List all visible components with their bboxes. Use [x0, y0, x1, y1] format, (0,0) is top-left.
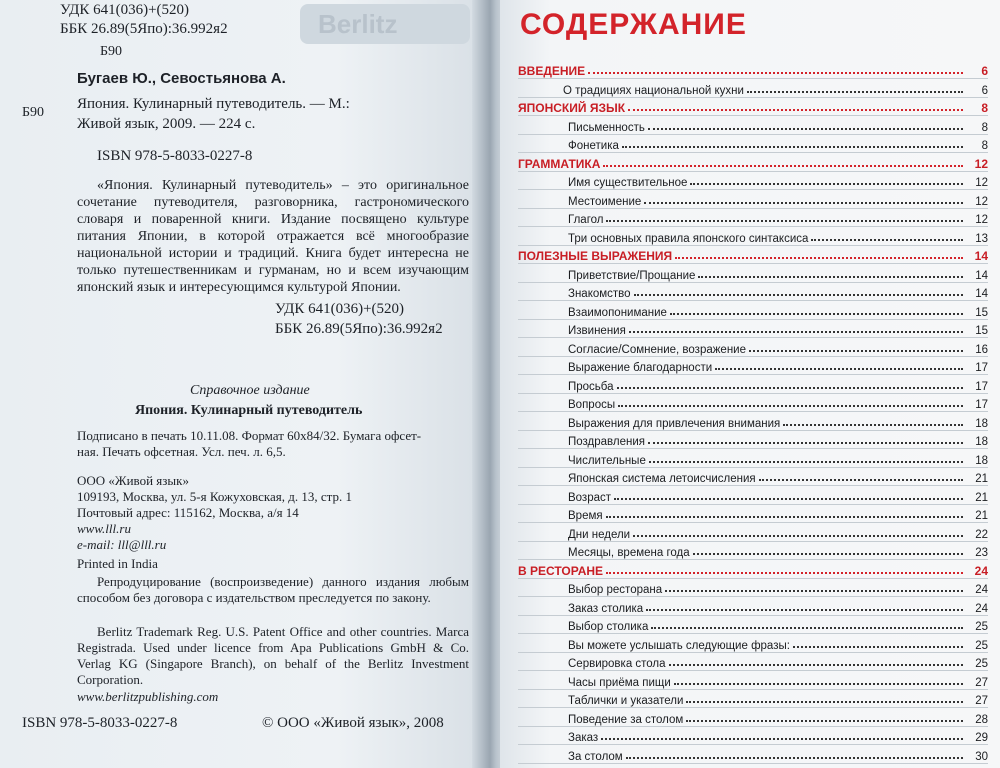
toc-page-number: 8 [981, 140, 988, 152]
toc-item-label: Часы приёма пищи [568, 676, 671, 689]
toc-page-number: 22 [975, 528, 988, 541]
toc-item[interactable] [518, 726, 988, 744]
toc-page-number: 30 [975, 750, 988, 763]
toc-item[interactable] [518, 301, 988, 319]
udk-code: УДК 641(036)+(520) [60, 2, 190, 18]
toc-page-number: 25 [975, 621, 988, 633]
toc-item-label: О традициях национальной кухни [563, 84, 744, 97]
toc-item-label: ГРАММАТИКА [518, 156, 601, 171]
toc-item[interactable] [518, 412, 988, 430]
toc-item-label: Взаимопонимание [568, 306, 667, 319]
toc-leader-dots [618, 405, 963, 407]
toc-item-label: Возраст [568, 491, 612, 504]
toc-item-label: Вопросы [568, 399, 616, 411]
toc-item-label: ПОЛЕЗНЫЕ ВЫРАЖЕНИЯ [518, 249, 673, 263]
toc-page-number: 8 [981, 121, 988, 134]
toc-page-number: 17 [975, 399, 988, 411]
reference-label: Справочное издание [190, 383, 310, 398]
toc-item-label: Просьба [568, 380, 614, 393]
toc-item-label: Согласие/Сомнение, возражение [568, 343, 746, 356]
toc-page-number: 18 [975, 454, 988, 467]
toc-leader-dots [811, 239, 963, 241]
toc-leader-dots [651, 627, 963, 629]
toc-item[interactable] [518, 208, 988, 226]
toc-item[interactable] [518, 486, 988, 504]
toc-leader-dots [649, 461, 963, 463]
toc-leader-dots [759, 479, 963, 481]
address: 109193, Москва, ул. 5-я Кожуховская, д. 13, стр. 1 [77, 489, 352, 504]
footer-copyright: © ООО «Живой язык», 2008 [262, 715, 444, 731]
toc-row-rule [518, 763, 988, 764]
toc-page-number: 24 [974, 563, 988, 578]
toc-page-number: 17 [975, 362, 988, 374]
toc-item[interactable] [518, 504, 988, 522]
toc-leader-dots [622, 146, 963, 148]
toc-leader-dots [644, 202, 963, 204]
toc-item-label: Знакомство [568, 288, 631, 300]
toc-item[interactable] [518, 467, 988, 485]
toc-leader-dots [606, 220, 963, 222]
toc-item-label: Таблички и указатели [568, 695, 684, 707]
toc-item[interactable] [518, 282, 988, 300]
toc-leader-dots [686, 701, 963, 703]
toc-page-number: 21 [975, 491, 988, 504]
bbk-code: ББК 26.89(5Япо):36.992я2 [60, 21, 228, 37]
description: «Япония. Кулинарный путеводитель» – это оригинальное сочетание путеводителя, разговорника, гастрономического словаря и поваренной книги. Издание посвящено культуре питания Японии, в которой отражается всё многообразие национальной истории и традиций. Книга будет интересна не только путешественникам и гурманам, но и всем изучающим японский язык и интересующимся культурой Японии. [77, 178, 469, 295]
toc-item-label: Японская система летоисчисления [568, 473, 756, 485]
toc-leader-dots [715, 368, 963, 370]
toc-page-number: 24 [975, 584, 988, 596]
toc-page-number: 21 [975, 473, 988, 485]
toc-item-label: Месяцы, времена года [568, 547, 690, 559]
toc-item[interactable] [518, 615, 988, 633]
toc-page-number: 12 [975, 214, 988, 226]
toc-section[interactable] [518, 245, 988, 263]
toc-leader-dots [628, 109, 963, 111]
toc-item[interactable] [518, 597, 988, 615]
toc-leader-dots [646, 609, 963, 611]
toc-item-label: Поздравления [568, 436, 646, 448]
toc-leader-dots [634, 294, 963, 296]
toc-leader-dots [606, 516, 963, 518]
toc-item-label: Поведение за столом [568, 713, 684, 726]
toc-item-label: Заказ столика [568, 602, 644, 615]
toc-item-label: Три основных правила японского синтаксиса [568, 232, 809, 245]
toc-leader-dots [601, 738, 963, 740]
toc-leader-dots [674, 683, 963, 685]
toc-leader-dots [606, 572, 963, 574]
toc-item-label: Вы можете услышать следующие фразы: [568, 639, 790, 652]
toc-page-number: 12 [975, 195, 988, 208]
toc-item-label: Местоимение [568, 195, 642, 208]
toc-item[interactable] [518, 393, 988, 411]
toc-page-number: 14 [974, 249, 988, 263]
footer-isbn: ISBN 978-5-8033-0227-8 [22, 715, 178, 731]
toc-item-label: Выражения для привлечения внимания [568, 417, 781, 430]
toc-item-label: ЯПОНСКИЙ ЯЗЫК [518, 101, 626, 115]
book-title: Япония. Кулинарный путеводитель [135, 403, 363, 418]
toc-item-label: Приветствие/Прощание [568, 269, 696, 282]
printed-in: Printed in India [77, 556, 158, 571]
print-info-2: ная. Печать офсетная. Усл. печ. л. 6,5. [77, 444, 286, 459]
toc-page-number: 15 [975, 306, 988, 319]
toc-page-number: 23 [975, 547, 988, 559]
toc-leader-dots [670, 313, 963, 315]
toc-page-number: 25 [975, 639, 988, 652]
toc-leader-dots [603, 165, 963, 167]
toc-leader-dots [783, 424, 963, 426]
toc-section[interactable] [518, 560, 988, 578]
toc-item[interactable] [518, 375, 988, 393]
toc-item[interactable] [518, 689, 988, 707]
toc-section[interactable] [518, 153, 988, 171]
toc-item[interactable] [518, 190, 988, 208]
postal-address: Почтовый адрес: 115162, Москва, а/я 14 [77, 505, 299, 520]
toc-page-number: 28 [975, 713, 988, 726]
toc-leader-dots [698, 276, 963, 278]
toc-item[interactable] [518, 523, 988, 541]
toc-page-number: 18 [975, 417, 988, 430]
toc-leader-dots [633, 535, 963, 537]
left-page [0, 0, 480, 768]
toc-leader-dots [747, 91, 963, 93]
bbk-code-2: ББК 26.89(5Япо):36.992я2 [275, 321, 443, 337]
toc-item-label: Заказ [568, 732, 599, 744]
toc-item-label: Выбор ресторана [568, 584, 663, 596]
authors: Бугаев Ю., Севостьянова А. [77, 70, 286, 87]
toc-page-number: 21 [975, 510, 988, 522]
email-link[interactable]: e-mail: lll@lll.ru [77, 537, 167, 552]
toc-item-label: Выражение благодарности [568, 362, 713, 374]
toc-section[interactable] [518, 60, 988, 78]
toc-item[interactable] [518, 264, 988, 282]
toc-page-number: 24 [975, 602, 988, 615]
trademark-notice: Berlitz Trademark Reg. U.S. Patent Office and other countries. Marca Registrada. Used under licence from Apa Publications GmbH & Co. Verlag KG (Singapore Branch), on behalf of the Berlitz Investment Corporation. [77, 624, 469, 687]
publisher: ООО «Живой язык» [77, 473, 189, 488]
toc-leader-dots [665, 590, 963, 592]
toc-item[interactable] [518, 430, 988, 448]
toc-item-label: Время [568, 510, 603, 522]
toc-item-label: Письменность [568, 121, 645, 134]
toc-item[interactable] [518, 634, 988, 652]
side-code: Б90 [22, 105, 45, 120]
toc-item-label: Выбор столика [568, 621, 649, 633]
toc-leader-dots [648, 442, 963, 444]
toc-page-number: 18 [975, 436, 988, 448]
toc-leader-dots [588, 72, 963, 74]
toc-leader-dots [669, 664, 963, 666]
toc-item[interactable] [518, 116, 988, 134]
bib-line-2: Живой язык, 2009. — 224 с. [77, 116, 256, 132]
toc-leader-dots [626, 757, 963, 759]
toc-page-number: 6 [981, 84, 988, 97]
toc-section[interactable] [518, 97, 988, 115]
toc-title: СОДЕРЖАНИЕ [520, 8, 747, 41]
toc-page-number: 14 [975, 288, 988, 300]
toc-page-number: 27 [975, 676, 988, 689]
toc-page-number: 12 [974, 156, 988, 171]
toc-item[interactable] [518, 449, 988, 467]
toc-item[interactable] [518, 745, 988, 763]
toc-item[interactable] [518, 79, 988, 97]
isbn: ISBN 978-5-8033-0227-8 [97, 148, 253, 164]
toc-leader-dots [648, 128, 963, 130]
toc-item-label: ВВЕДЕНИЕ [518, 64, 586, 78]
toc-page-number: 25 [975, 658, 988, 670]
udk-code-2: УДК 641(036)+(520) [275, 301, 405, 317]
toc-item-label: Числительные [568, 454, 646, 467]
toc-item[interactable] [518, 708, 988, 726]
copyright-notice: Репродуцирование (воспроизведение) данного издания любым способом без договора с издательством преследуется по закону. [77, 574, 469, 605]
toc-item[interactable] [518, 578, 988, 596]
toc-leader-dots [693, 553, 963, 555]
toc-item[interactable] [518, 652, 988, 670]
toc-leader-dots [793, 646, 963, 648]
toc-item[interactable] [518, 171, 988, 189]
toc-page-number: 12 [975, 177, 988, 189]
toc-item-label: Имя существительное [568, 177, 688, 189]
print-info-1: Подписано в печать 10.11.08. Формат 60х84/32. Бумага офсет- [77, 428, 422, 443]
toc-leader-dots [686, 720, 963, 722]
toc-item-label: Дни недели [568, 528, 631, 541]
toc-item[interactable] [518, 541, 988, 559]
toc-leader-dots [629, 331, 963, 333]
toc-page-number: 13 [975, 232, 988, 245]
toc-page-number: 16 [975, 343, 988, 356]
toc-page-number: 6 [981, 64, 988, 78]
toc-item-label: Сервировка стола [568, 658, 666, 670]
toc-page-number: 29 [975, 732, 988, 744]
toc-leader-dots [614, 498, 963, 500]
toc-item-label: В РЕСТОРАНЕ [518, 563, 604, 578]
toc-page-number: 27 [975, 695, 988, 707]
right-page [500, 0, 1000, 768]
author-code: Б90 [100, 44, 123, 59]
toc-leader-dots [617, 387, 963, 389]
toc-page-number: 14 [975, 269, 988, 282]
toc-leader-dots [749, 350, 963, 352]
toc-item-label: Глагол [568, 214, 604, 226]
toc-leader-dots [690, 183, 963, 185]
toc-page-number: 8 [981, 101, 988, 115]
berlitz-logo: Berlitz [300, 4, 470, 44]
toc-item[interactable] [518, 319, 988, 337]
toc-item-label: Фонетика [568, 140, 619, 152]
toc-item[interactable] [518, 356, 988, 374]
berlitz-website[interactable]: www.berlitzpublishing.com [77, 689, 219, 704]
toc-leader-dots [675, 257, 963, 259]
bib-line-1: Япония. Кулинарный путеводитель. — М.: [77, 96, 350, 112]
toc-page-number: 15 [975, 325, 988, 337]
toc-item-label: За столом [568, 750, 623, 763]
toc-item[interactable] [518, 338, 988, 356]
toc-item[interactable] [518, 227, 988, 245]
toc-page-number: 17 [975, 380, 988, 393]
toc-item-label: Извинения [568, 325, 626, 337]
website-link[interactable]: www.lll.ru [77, 521, 131, 536]
toc-item[interactable] [518, 134, 988, 152]
toc-item[interactable] [518, 671, 988, 689]
